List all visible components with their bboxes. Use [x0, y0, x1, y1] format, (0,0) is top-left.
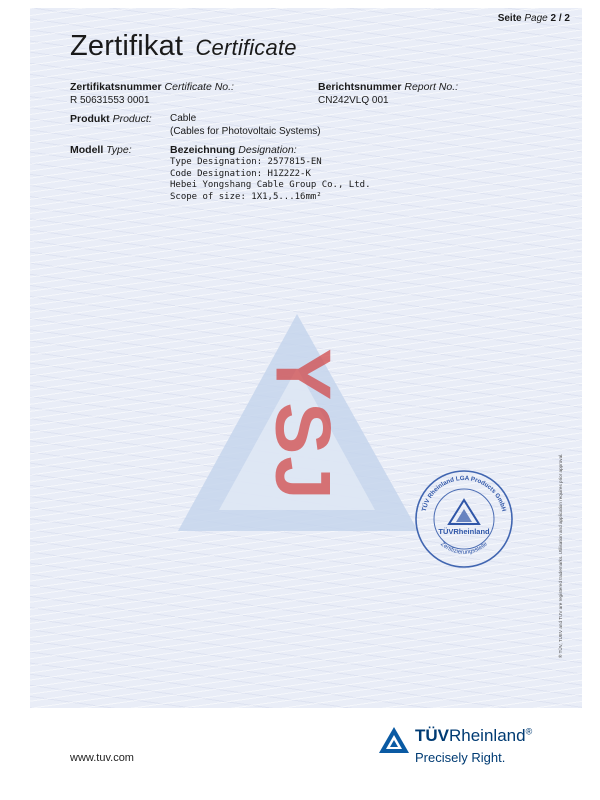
watermark-text: YSJ	[259, 348, 348, 502]
model-label: Modell Type:	[70, 144, 132, 156]
title-de: Zertifikat	[70, 30, 184, 62]
footer-url[interactable]: www.tuv.com	[70, 752, 134, 764]
title-en: Certificate	[195, 35, 297, 60]
trademark-side-note: ® TÜV, TUEV and TUV are registered trademarks. Utilisation and application requires prior approval.	[558, 453, 563, 658]
product-label: Produkt Product:	[70, 113, 152, 125]
stamp-outer-text: TÜV Rheinland LGA Products GmbH	[420, 474, 508, 513]
report-no-label: Berichtsnummer Report No.:	[318, 81, 459, 93]
designation-line: Type Designation: 2577815-EN	[170, 157, 322, 167]
tuv-triangle-icon	[378, 726, 410, 754]
watermark-logo	[175, 310, 420, 535]
certificate-title	[70, 30, 297, 63]
tuv-rheinland-logo	[378, 723, 568, 773]
brand-name: TÜVRheinland®	[415, 726, 533, 745]
stamp-bottom-text: Zertifizierungsstelle	[439, 541, 489, 556]
product-value-line-1: Cable	[170, 113, 197, 124]
certificate-no-value: R 50631553 0001	[70, 95, 150, 106]
stamp-inner-text: TÜVRheinland	[438, 527, 490, 536]
certification-stamp	[413, 468, 515, 570]
designation-line: Scope of size: 1X1,5...16mm²	[170, 191, 322, 202]
designation-label: Bezeichnung Designation:	[170, 144, 297, 156]
certificate-no-label: Zertifikatsnummer Certificate No.:	[70, 81, 234, 93]
designation-line: Code Designation: H1Z2Z2-K	[170, 168, 311, 179]
designation-line: Hebei Yongshang Cable Group Co., Ltd.	[170, 180, 371, 190]
report-no-value: CN242VLQ 001	[318, 95, 389, 106]
product-value-line-2: (Cables for Photovoltaic Systems)	[170, 126, 321, 137]
brand-slogan: Precisely Right.	[415, 750, 506, 765]
page-number: Seite Page 2 / 2	[497, 13, 570, 24]
